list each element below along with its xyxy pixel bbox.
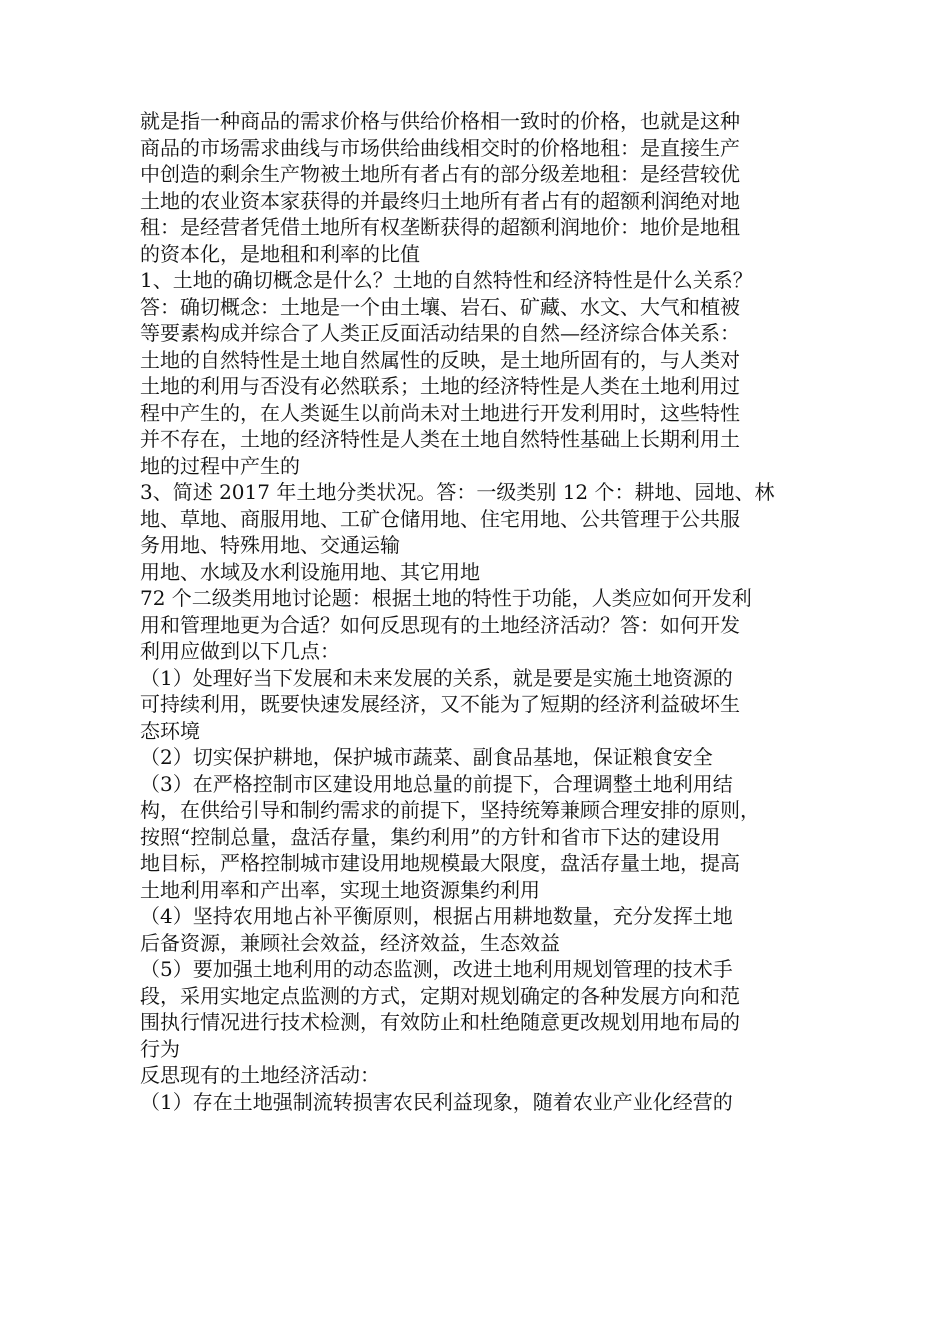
text-line: 的资本化，是地租和利率的比值 [140,241,420,266]
text-line: 商品的市场需求曲线与市场供给曲线相交时的价格地租：是直接生产 [140,135,740,160]
text-line: 行为 [140,1036,180,1061]
text-line: 土地的利用与否没有必然联系；土地的经济特性是人类在土地利用过 [140,374,740,398]
text-line: 按照“控制总量，盘活存量，集约利用”的方针和省市下达的建设用 [140,824,721,849]
text-line: 租：是经营者凭借土地所有权垄断获得的超额利润地价：地价是地租 [140,215,740,239]
text-line: （1）处理好当下发展和未来发展的关系，就是要是实施土地资源的 [140,665,733,690]
text-line: 段，采用实地定点监测的方式，定期对规划确定的各种发展方向和范 [140,983,740,1008]
text-line: 土地利用率和产出率，实现土地资源集约利用 [140,877,540,902]
text-line: 3、简述 2017 年土地分类状况。答：一级类别 12 个：耕地、园地、林 [140,480,775,504]
text-line: 土地的自然特性是土地自然属性的反映，是土地所固有的，与人类对 [140,347,740,372]
text-line: 构，在供给引导和制约需求的前提下，坚持统筹兼顾合理安排的原则， [140,798,760,822]
text-line: 中创造的剩余生产物被土地所有者占有的部分级差地租：是经营较优 [140,162,740,186]
text-line: 用地、水域及水利设施用地、其它用地 [140,559,480,584]
text-line: 等要素构成并综合了人类正反面活动结果的自然—经济综合体关系： [140,321,740,345]
text-line: 并不存在，土地的经济特性是人类在土地自然特性基础上长期利用土 [140,427,740,451]
text-line: 土地的农业资本家获得的并最终归土地所有者占有的超额利润绝对地 [140,188,740,213]
text-line: （1）存在土地强制流转损害农民利益现象，随着农业产业化经营的 [140,1089,733,1114]
text-line: 程中产生的，在人类诞生以前尚未对土地进行开发利用时，这些特性 [140,400,740,425]
text-line: （4）坚持农用地占补平衡原则，根据占用耕地数量，充分发挥土地 [140,904,733,928]
text-line: 72 个二级类用地讨论题：根据土地的特性于功能，人类应如何开发利 [140,586,752,610]
text-line: 1、土地的确切概念是什么？土地的自然特性和经济特性是什么关系？ [140,268,753,292]
text-line: 态环境 [140,718,200,743]
text-line: 围执行情况进行技术检测，有效防止和杜绝随意更改规划用地布局的 [140,1010,740,1034]
document-body [140,108,830,1115]
text-line: 务用地、特殊用地、交通运输 [140,533,400,557]
text-line: （5）要加强土地利用的动态监测，改进土地利用规划管理的技术手 [140,957,733,981]
text-line: 反思现有的土地经济活动： [140,1063,380,1087]
text-line: 地、草地、商服用地、工矿仓储用地、住宅用地、公共管理于公共服 [140,506,740,531]
text-line: （2）切实保护耕地，保护城市蔬菜、副食品基地，保证粮食安全 [140,745,713,769]
text-line: 可持续利用，既要快速发展经济，又不能为了短期的经济利益破坏生 [140,692,740,716]
text-line: 地目标，严格控制城市建设用地规模最大限度，盘活存量土地，提高 [140,851,740,875]
text-line: 利用应做到以下几点： [140,639,340,663]
text-line: 用和管理地更为合适？如何反思现有的土地经济活动？答：如何开发 [140,612,740,637]
text-line: 后备资源，兼顾社会效益，经济效益，生态效益 [140,930,560,955]
text-line: （3）在严格控制市区建设用地总量的前提下，合理调整土地利用结 [140,771,733,796]
text-line: 地的过程中产生的 [140,453,300,478]
text-line: 答：确切概念：土地是一个由土壤、岩石、矿藏、水文、大气和植被 [140,294,740,319]
text-line: 就是指一种商品的需求价格与供给价格相一致时的价格，也就是这种 [140,109,740,133]
